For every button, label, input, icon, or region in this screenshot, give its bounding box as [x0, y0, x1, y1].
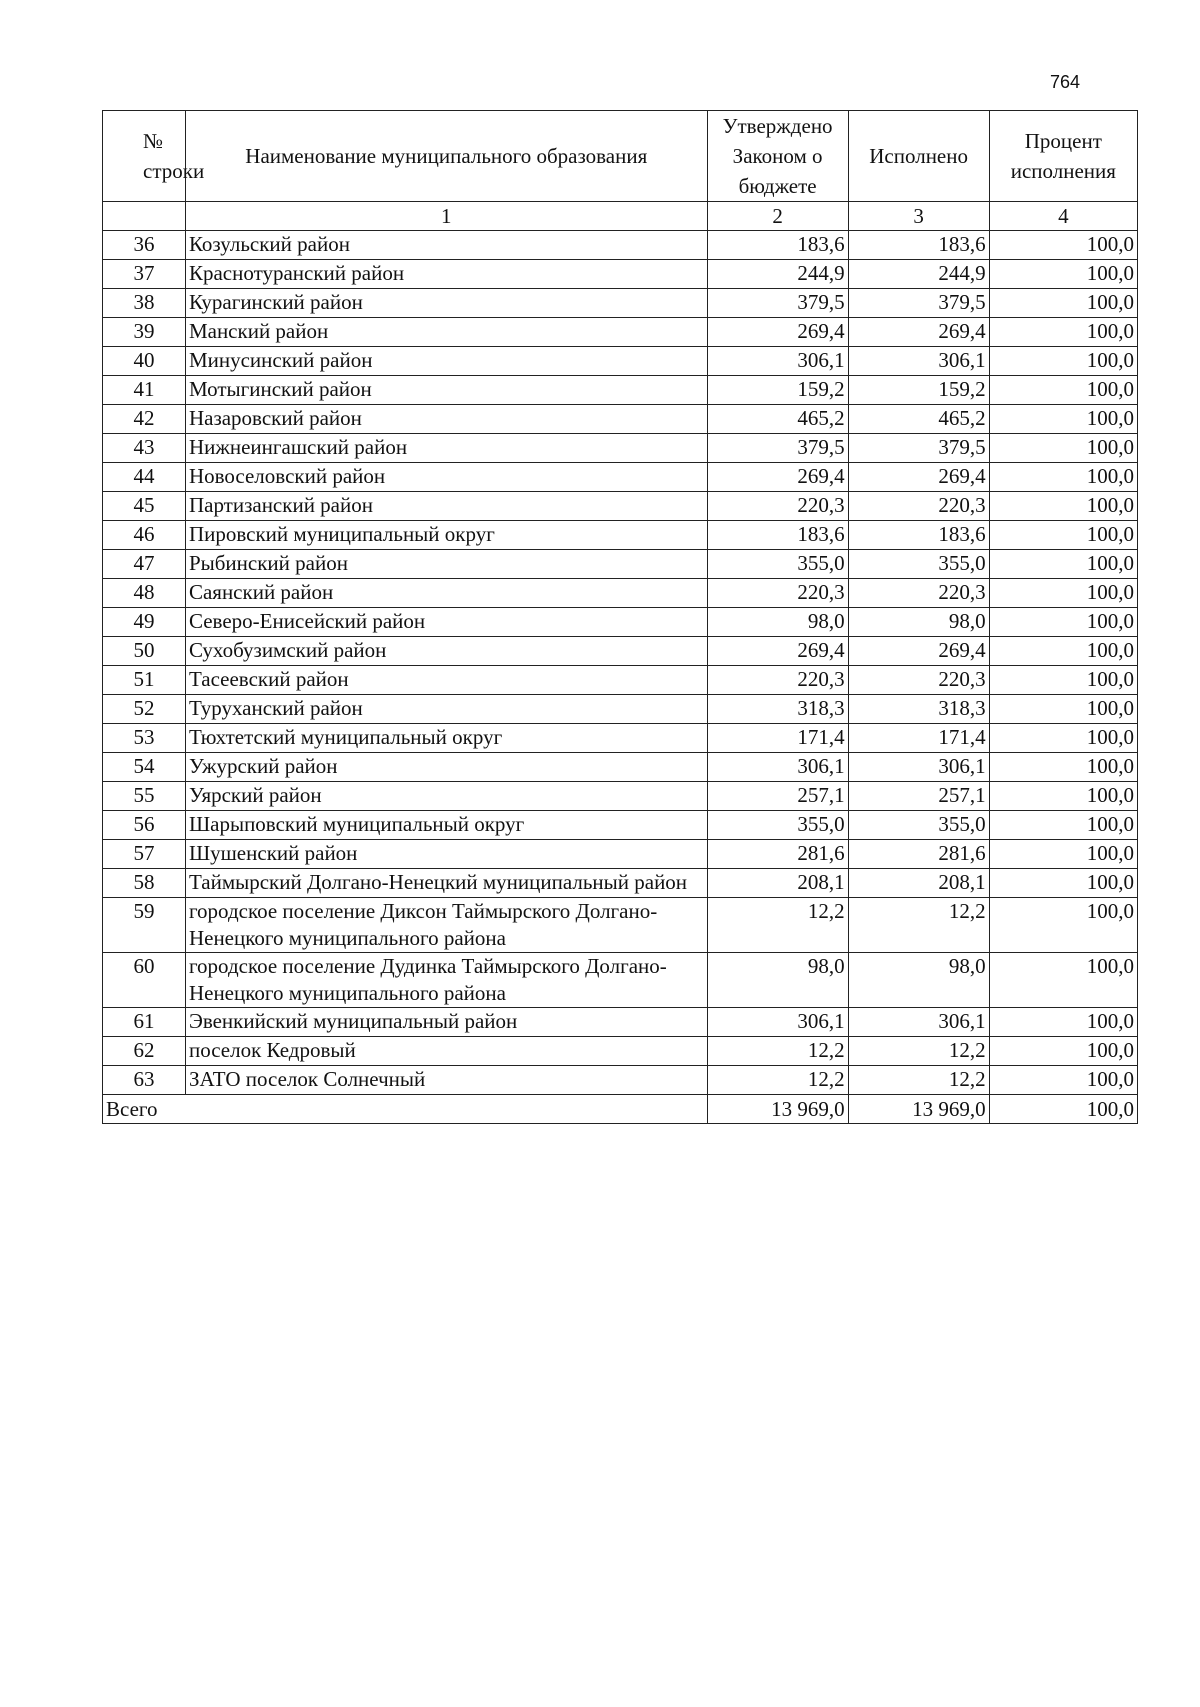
- table-row: [103, 869, 1138, 898]
- row-number: 36: [103, 231, 186, 260]
- executed-value: 318,3: [848, 695, 989, 724]
- row-number: 55: [103, 782, 186, 811]
- percent-value: 100,0: [989, 637, 1137, 666]
- table-row: [103, 260, 1138, 289]
- municipality-name: Назаровский район: [185, 405, 707, 434]
- table-row: [103, 550, 1138, 579]
- col-number-4: 4: [989, 202, 1137, 231]
- municipality-name: ЗАТО поселок Солнечный: [185, 1066, 707, 1095]
- municipality-name: Шушенский район: [185, 840, 707, 869]
- row-number: 63: [103, 1066, 186, 1095]
- col-number-2: 2: [707, 202, 848, 231]
- row-number: 57: [103, 840, 186, 869]
- row-number: 40: [103, 347, 186, 376]
- executed-value: 98,0: [848, 953, 989, 1008]
- executed-value: 220,3: [848, 666, 989, 695]
- percent-value: 100,0: [989, 318, 1137, 347]
- approved-value: 281,6: [707, 840, 848, 869]
- municipality-name: Тюхтетский муниципальный округ: [185, 724, 707, 753]
- percent-value: 100,0: [989, 463, 1137, 492]
- row-number: 51: [103, 666, 186, 695]
- percent-value: 100,0: [989, 724, 1137, 753]
- header-name: Наименование муниципального образования: [185, 111, 707, 202]
- approved-value: 244,9: [707, 260, 848, 289]
- total-row: [103, 1095, 1138, 1124]
- municipality-name: Мотыгинский район: [185, 376, 707, 405]
- executed-value: 220,3: [848, 492, 989, 521]
- municipality-name: городское поселение Дудинка Таймырского Долгано-Ненецкого муниципального района: [185, 953, 707, 1008]
- executed-value: 306,1: [848, 1008, 989, 1037]
- approved-value: 98,0: [707, 953, 848, 1008]
- table-row: [103, 347, 1138, 376]
- executed-value: 183,6: [848, 231, 989, 260]
- row-number: 60: [103, 953, 186, 1008]
- table-row: [103, 724, 1138, 753]
- table-row: [103, 811, 1138, 840]
- municipality-name: Шарыповский муниципальный округ: [185, 811, 707, 840]
- total-percent: 100,0: [989, 1095, 1137, 1124]
- municipality-name: Уярский район: [185, 782, 707, 811]
- municipality-name: Ужурский район: [185, 753, 707, 782]
- row-number: 41: [103, 376, 186, 405]
- executed-value: 12,2: [848, 898, 989, 953]
- approved-value: 355,0: [707, 550, 848, 579]
- approved-value: 183,6: [707, 231, 848, 260]
- municipality-name: Курагинский район: [185, 289, 707, 318]
- column-number-row: [103, 202, 1138, 231]
- approved-value: 220,3: [707, 579, 848, 608]
- percent-value: 100,0: [989, 550, 1137, 579]
- row-number: 56: [103, 811, 186, 840]
- municipality-name: поселок Кедровый: [185, 1037, 707, 1066]
- header-percent: Процент исполнения: [989, 111, 1137, 202]
- percent-value: 100,0: [989, 811, 1137, 840]
- executed-value: 98,0: [848, 608, 989, 637]
- row-number: 44: [103, 463, 186, 492]
- municipality-name: Минусинский район: [185, 347, 707, 376]
- table-row: [103, 898, 1138, 953]
- percent-value: 100,0: [989, 579, 1137, 608]
- col-number-0: [103, 202, 186, 231]
- row-number: 62: [103, 1037, 186, 1066]
- percent-value: 100,0: [989, 953, 1137, 1008]
- approved-value: 379,5: [707, 434, 848, 463]
- approved-value: 269,4: [707, 318, 848, 347]
- col-number-3: 3: [848, 202, 989, 231]
- percent-value: 100,0: [989, 869, 1137, 898]
- executed-value: 465,2: [848, 405, 989, 434]
- header-row-number: № строки: [103, 111, 186, 202]
- executed-value: 183,6: [848, 521, 989, 550]
- municipality-name: городское поселение Диксон Таймырского Долгано-Ненецкого муниципального района: [185, 898, 707, 953]
- percent-value: 100,0: [989, 666, 1137, 695]
- municipality-name: Козульский район: [185, 231, 707, 260]
- percent-value: 100,0: [989, 521, 1137, 550]
- table-row: [103, 463, 1138, 492]
- municipality-name: Нижнеингашский район: [185, 434, 707, 463]
- row-number: 46: [103, 521, 186, 550]
- row-number: 43: [103, 434, 186, 463]
- approved-value: 220,3: [707, 492, 848, 521]
- approved-value: 171,4: [707, 724, 848, 753]
- percent-value: 100,0: [989, 376, 1137, 405]
- percent-value: 100,0: [989, 782, 1137, 811]
- municipality-name: Партизанский район: [185, 492, 707, 521]
- table-row: [103, 579, 1138, 608]
- table-row: [103, 608, 1138, 637]
- row-number: 38: [103, 289, 186, 318]
- approved-value: 306,1: [707, 1008, 848, 1037]
- table-row: [103, 521, 1138, 550]
- executed-value: 379,5: [848, 289, 989, 318]
- municipality-name: Краснотуранский район: [185, 260, 707, 289]
- table-row: [103, 695, 1138, 724]
- row-number: 47: [103, 550, 186, 579]
- municipality-name: Пировский муниципальный округ: [185, 521, 707, 550]
- executed-value: 355,0: [848, 550, 989, 579]
- municipality-name: Саянский район: [185, 579, 707, 608]
- executed-value: 220,3: [848, 579, 989, 608]
- row-number: 49: [103, 608, 186, 637]
- approved-value: 12,2: [707, 1066, 848, 1095]
- percent-value: 100,0: [989, 1066, 1137, 1095]
- percent-value: 100,0: [989, 753, 1137, 782]
- percent-value: 100,0: [989, 695, 1137, 724]
- row-number: 59: [103, 898, 186, 953]
- executed-value: 355,0: [848, 811, 989, 840]
- row-number: 37: [103, 260, 186, 289]
- budget-table: [102, 110, 1138, 1124]
- table-row: [103, 318, 1138, 347]
- percent-value: 100,0: [989, 347, 1137, 376]
- row-number: 39: [103, 318, 186, 347]
- municipality-name: Манский район: [185, 318, 707, 347]
- approved-value: 208,1: [707, 869, 848, 898]
- table-row: [103, 637, 1138, 666]
- table-row: [103, 1066, 1138, 1095]
- row-number: 48: [103, 579, 186, 608]
- approved-value: 12,2: [707, 1037, 848, 1066]
- approved-value: 98,0: [707, 608, 848, 637]
- table-row: [103, 953, 1138, 1008]
- municipality-name: Новоселовский район: [185, 463, 707, 492]
- executed-value: 159,2: [848, 376, 989, 405]
- percent-value: 100,0: [989, 1037, 1137, 1066]
- municipality-name: Эвенкийский муниципальный район: [185, 1008, 707, 1037]
- executed-value: 244,9: [848, 260, 989, 289]
- executed-value: 269,4: [848, 318, 989, 347]
- approved-value: 269,4: [707, 637, 848, 666]
- total-executed: 13 969,0: [848, 1095, 989, 1124]
- row-number: 52: [103, 695, 186, 724]
- row-number: 45: [103, 492, 186, 521]
- table-row: [103, 289, 1138, 318]
- municipality-name: Туруханский район: [185, 695, 707, 724]
- col-number-1: 1: [185, 202, 707, 231]
- header-executed: Исполнено: [848, 111, 989, 202]
- table-row: [103, 782, 1138, 811]
- percent-value: 100,0: [989, 1008, 1137, 1037]
- table-row: [103, 405, 1138, 434]
- percent-value: 100,0: [989, 434, 1137, 463]
- executed-value: 281,6: [848, 840, 989, 869]
- approved-value: 159,2: [707, 376, 848, 405]
- percent-value: 100,0: [989, 289, 1137, 318]
- percent-value: 100,0: [989, 231, 1137, 260]
- approved-value: 269,4: [707, 463, 848, 492]
- executed-value: 269,4: [848, 637, 989, 666]
- total-label: Всего: [103, 1095, 708, 1124]
- total-approved: 13 969,0: [707, 1095, 848, 1124]
- municipality-name: Таймырский Долгано-Ненецкий муниципальный район: [185, 869, 707, 898]
- row-number: 54: [103, 753, 186, 782]
- table-row: [103, 492, 1138, 521]
- executed-value: 208,1: [848, 869, 989, 898]
- approved-value: 12,2: [707, 898, 848, 953]
- table-header-row: [103, 111, 1138, 202]
- municipality-name: Тасеевский район: [185, 666, 707, 695]
- percent-value: 100,0: [989, 898, 1137, 953]
- approved-value: 318,3: [707, 695, 848, 724]
- table-row: [103, 1037, 1138, 1066]
- municipality-name: Северо-Енисейский район: [185, 608, 707, 637]
- approved-value: 465,2: [707, 405, 848, 434]
- executed-value: 379,5: [848, 434, 989, 463]
- row-number: 50: [103, 637, 186, 666]
- percent-value: 100,0: [989, 405, 1137, 434]
- page-number: 764: [1050, 72, 1081, 92]
- row-number: 53: [103, 724, 186, 753]
- row-number: 61: [103, 1008, 186, 1037]
- row-number: 42: [103, 405, 186, 434]
- approved-value: 306,1: [707, 753, 848, 782]
- approved-value: 355,0: [707, 811, 848, 840]
- approved-value: 257,1: [707, 782, 848, 811]
- executed-value: 269,4: [848, 463, 989, 492]
- table-row: [103, 666, 1138, 695]
- approved-value: 183,6: [707, 521, 848, 550]
- percent-value: 100,0: [989, 608, 1137, 637]
- executed-value: 306,1: [848, 347, 989, 376]
- table-row: [103, 840, 1138, 869]
- table-row: [103, 753, 1138, 782]
- percent-value: 100,0: [989, 492, 1137, 521]
- header-approved: Утверждено Законом о бюджете: [707, 111, 848, 202]
- municipality-name: Рыбинский район: [185, 550, 707, 579]
- executed-value: 12,2: [848, 1037, 989, 1066]
- approved-value: 306,1: [707, 347, 848, 376]
- municipality-name: Сухобузимский район: [185, 637, 707, 666]
- table-row: [103, 231, 1138, 260]
- percent-value: 100,0: [989, 260, 1137, 289]
- executed-value: 306,1: [848, 753, 989, 782]
- executed-value: 171,4: [848, 724, 989, 753]
- table-row: [103, 376, 1138, 405]
- table-row: [103, 1008, 1138, 1037]
- approved-value: 379,5: [707, 289, 848, 318]
- executed-value: 257,1: [848, 782, 989, 811]
- row-number: 58: [103, 869, 186, 898]
- executed-value: 12,2: [848, 1066, 989, 1095]
- percent-value: 100,0: [989, 840, 1137, 869]
- approved-value: 220,3: [707, 666, 848, 695]
- table-row: [103, 434, 1138, 463]
